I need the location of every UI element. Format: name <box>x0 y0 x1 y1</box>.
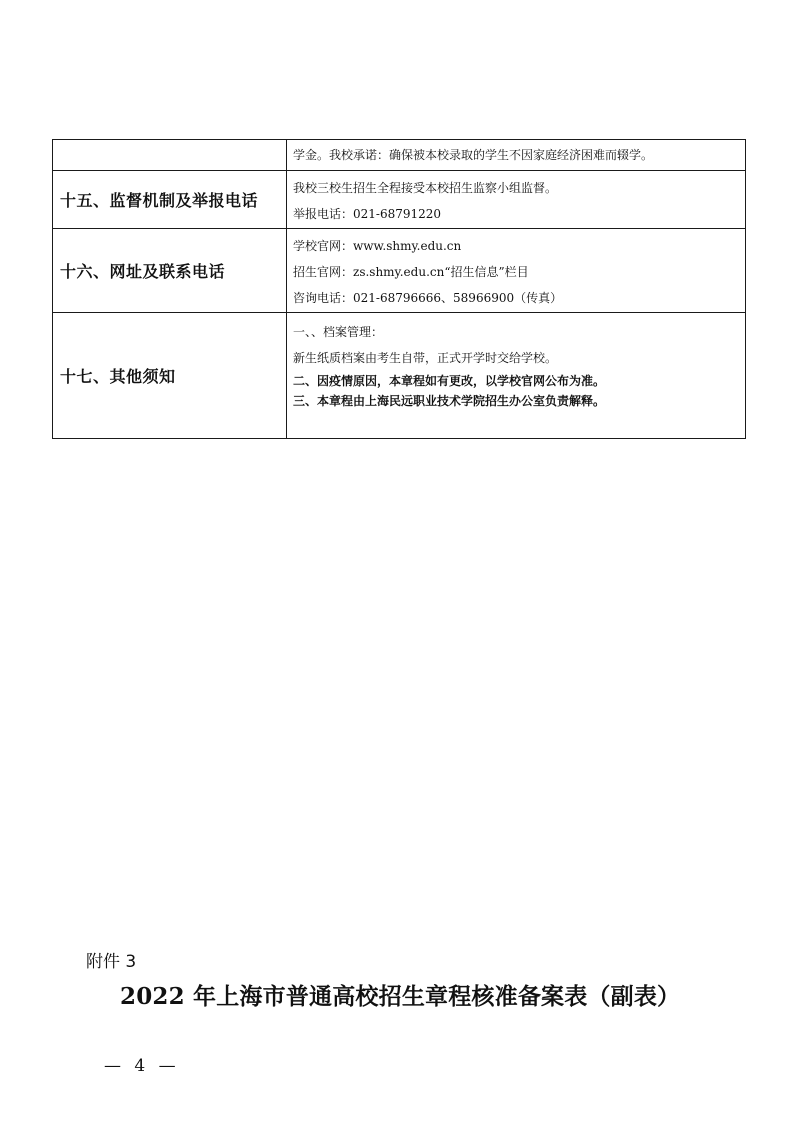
attachment-label: 附件 3 <box>86 952 137 972</box>
row-content-cell <box>287 313 745 438</box>
document-title: 2022 年上海市普通高校招生章程核准备案表（副表） <box>120 983 681 1010</box>
row-content-cell <box>287 171 745 228</box>
school-website-text: 学校官网：www.shmy.edu.cn <box>293 239 462 253</box>
charter-table <box>52 139 746 439</box>
table-row <box>53 170 745 228</box>
epidemic-change-note: 二、因疫情原因，本章程如有更改，以学校官网公布为准。 <box>293 374 606 388</box>
table-row <box>53 228 745 312</box>
row-content-cell <box>287 229 745 312</box>
admission-website-text: 招生官网：zs.shmy.edu.cn“招生信息”栏目 <box>293 265 529 279</box>
interpretation-note: 三、本章程由上海民远职业技术学院招生办公室负责解释。 <box>293 394 606 408</box>
table-row <box>53 140 745 170</box>
consult-phone-text: 咨询电话：021-68796666、58966900（传真） <box>293 291 563 305</box>
archive-management-text: 新生纸质档案由考生自带，正式开学时交给学校。 <box>293 351 558 365</box>
page-number: — 4 — <box>104 1056 180 1076</box>
archive-management-heading: 一、、档案管理： <box>293 325 384 339</box>
row-content-cell <box>287 140 745 170</box>
row-label-supervision: 十五、监督机制及举报电话 <box>53 171 287 228</box>
scholarship-promise-text: 学金。我校承诺：确保被本校录取的学生不因家庭经济困难而辍学。 <box>293 148 654 162</box>
row-label-other-notes: 十七、其他须知 <box>53 313 287 438</box>
report-phone-text: 举报电话：021-68791220 <box>293 207 442 221</box>
supervision-text: 我校三校生招生全程接受本校招生监察小组监督。 <box>293 181 558 195</box>
table-row <box>53 312 745 438</box>
row-label-cell <box>53 140 287 170</box>
row-label-website-contact: 十六、网址及联系电话 <box>53 229 287 312</box>
